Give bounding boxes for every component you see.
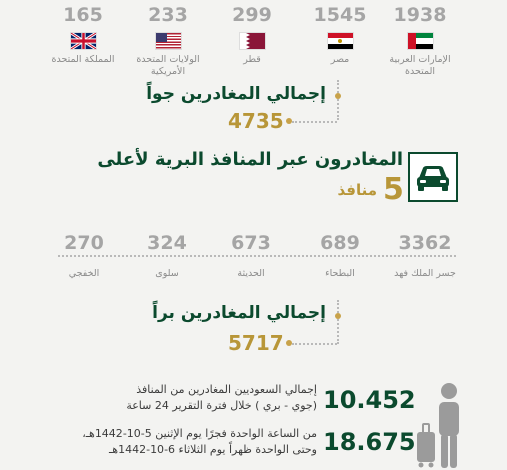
saudi-departures-line2: (جوي - بري ) خلال فترة التقرير 24 ساعة [126, 399, 317, 412]
land-total-value: 5717 [228, 331, 284, 355]
port-value: 3362 [398, 232, 452, 254]
land-total-title: إجمالي المغادرين براً [152, 303, 326, 323]
port-batha [300, 232, 380, 280]
country-label: الإمارات العربية [389, 54, 451, 65]
car-icon-box [408, 152, 458, 202]
port-value: 689 [320, 232, 360, 254]
country-label: قطر [243, 54, 261, 65]
land-connector [337, 300, 339, 344]
qatar-flag-icon [239, 32, 266, 50]
air-total-value: 4735 [228, 109, 284, 133]
country-value: 299 [232, 4, 272, 26]
port-value: 270 [64, 232, 104, 254]
country-value: 165 [63, 4, 103, 26]
uae-flag-icon [407, 32, 434, 50]
port-value: 673 [231, 232, 271, 254]
air-connector [337, 80, 339, 120]
air-total-line-dot [286, 118, 292, 124]
period-total-line2: وحتى الواحدة ظهراً يوم الثلاثاء 6-10-1442هـ [109, 443, 317, 456]
port-king-fahd [385, 232, 465, 280]
land-ports-count-unit: منافذ [337, 181, 377, 199]
air-total-title: إجمالي المغادرين جواً [146, 84, 326, 104]
port-value: 324 [147, 232, 187, 254]
port-label: الحديثة [237, 268, 265, 279]
country-value: 233 [148, 4, 188, 26]
saudi-departures-value: 10.452 [323, 386, 416, 414]
period-total-value: 18.675 [323, 428, 416, 456]
land-section-title: المغادرون عبر المنافذ البرية لأعلى [97, 149, 403, 170]
traveler-icon [415, 382, 471, 470]
egypt-flag-icon [327, 32, 354, 50]
land-total-dot [335, 313, 341, 319]
country-label-line2: الأمريكية [150, 66, 186, 77]
land-total-line-dot [286, 340, 292, 346]
air-total-line [292, 121, 337, 123]
country-label: الولايات المتحدة [136, 54, 200, 65]
country-label: مصر [330, 54, 350, 65]
country-value: 1938 [393, 4, 447, 26]
usa-flag-icon [155, 32, 182, 50]
port-label: سلوى [155, 268, 179, 279]
uk-flag-icon [70, 32, 97, 50]
saudi-departures-line1: إجمالي السعوديين المغادرين من المنافذ [136, 383, 317, 396]
country-label: المملكة المتحدة [51, 54, 115, 65]
country-uk [43, 4, 123, 66]
air-total-dot [335, 93, 341, 99]
port-label: الخفجي [68, 268, 100, 279]
port-khafji [44, 232, 124, 280]
period-total-line1: من الساعة الواحدة فجرًا يوم الإثنين 5-10-1442هـ، [82, 427, 317, 440]
port-label: البطحاء [325, 268, 355, 279]
country-label-line2: المتحدة [405, 66, 435, 77]
land-total-line [292, 343, 337, 345]
port-label: جسر الملك فهد [394, 268, 456, 279]
country-uae [380, 4, 460, 78]
port-haditha [211, 232, 291, 280]
country-value: 1545 [313, 4, 367, 26]
country-qatar [212, 4, 292, 66]
country-usa [128, 4, 208, 78]
port-salwa [127, 232, 207, 280]
country-egypt [300, 4, 380, 66]
car-icon [410, 154, 456, 200]
land-ports-count: 5 [383, 172, 404, 207]
